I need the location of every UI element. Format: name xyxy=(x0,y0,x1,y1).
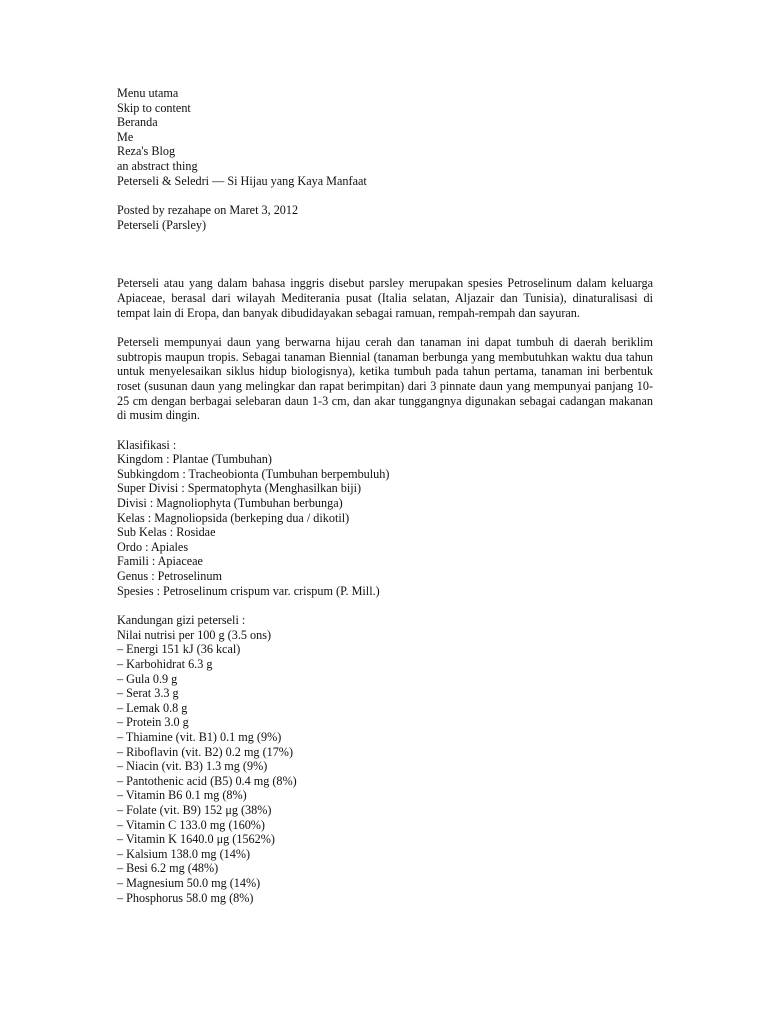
skip-to-content-link[interactable]: Skip to content xyxy=(117,100,191,115)
list-item: Ordo : Apiales xyxy=(117,539,189,554)
list-item: Sub Kelas : Rosidae xyxy=(117,525,216,540)
post-meta: Posted by rezahape on Maret 3, 2012 xyxy=(117,203,299,218)
list-item: – Vitamin C 133.0 mg (160%) xyxy=(117,817,265,832)
list-item: – Serat 3.3 g xyxy=(117,686,179,701)
list-item: Kingdom : Plantae (Tumbuhan) xyxy=(117,452,272,467)
spacer xyxy=(117,598,653,613)
list-item: Super Divisi : Spermatophyta (Menghasilkan biji) xyxy=(117,481,362,496)
nav-item-beranda[interactable]: Beranda xyxy=(117,115,158,130)
list-item: – Karbohidrat 6.3 g xyxy=(117,657,213,671)
list-item: – Vitamin K 1640.0 μg (1562%) xyxy=(117,832,275,847)
site-title[interactable]: Reza's Blog xyxy=(117,144,176,159)
list-item: – Protein 3.0 g xyxy=(117,715,189,730)
klasifikasi-list xyxy=(117,452,653,598)
post-subtitle: Peterseli (Parsley) xyxy=(117,217,207,232)
list-item: Subkingdom : Tracheobionta (Tumbuhan berpembuluh) xyxy=(117,466,390,481)
list-item: – Lemak 0.8 g xyxy=(117,700,188,715)
nav-item-me[interactable]: Me xyxy=(117,129,134,144)
list-item: – Pantothenic acid (B5) 0.4 mg (8%) xyxy=(117,773,297,788)
list-item: Kelas : Magnoliopsida (berkeping dua / dikotil) xyxy=(117,510,350,525)
list-item: – Niacin (vit. B3) 1.3 mg (9%) xyxy=(117,759,268,774)
spacer xyxy=(117,423,653,438)
list-item: – Vitamin B6 0.1 mg (8%) xyxy=(117,788,247,803)
list-item: – Energi 151 kJ (36 kcal) xyxy=(117,642,241,657)
list-item: Divisi : Magnoliophyta (Tumbuhan berbunga) xyxy=(117,496,343,511)
list-item: – Riboflavin (vit. B2) 0.2 mg (17%) xyxy=(117,744,294,759)
klasifikasi-heading: Klasifikasi : xyxy=(117,437,177,452)
spacer xyxy=(117,188,653,203)
spacer xyxy=(117,232,653,276)
list-item: – Folate (vit. B9) 152 μg (38%) xyxy=(117,802,272,817)
document-page xyxy=(117,86,653,905)
list-item: – Gula 0.9 g xyxy=(117,671,178,686)
list-item: – Kalsium 138.0 mg (14%) xyxy=(117,846,251,861)
paragraph-intro: Peterseli atau yang dalam bahasa inggris disebut parsley merupakan spesies Petroselinum dalam keluarga Apiaceae, berasal dari wilayah Mediterania pusat (Italia selatan, Aljazair dan Tunisia), dinaturalisasi di tempat lain di Eropa, dan banyak dibudidayakan sebagai ramuan, rempah-rempah dan sayuran. xyxy=(117,276,653,320)
gizi-heading: Kandungan gizi peterseli : xyxy=(117,613,246,628)
site-tagline: an abstract thing xyxy=(117,158,198,173)
list-item: Genus : Petroselinum xyxy=(117,569,222,584)
paragraph-description: Peterseli mempunyai daun yang berwarna hijau cerah dan tanaman ini dapat tumbuh di daerah beriklim subtropis maupun tropis. Sebagai tanaman Biennial (tanaman berbunga yang membutuhkan waktu dua tahun untuk menyelesaikan siklus hidup biologisnya), ketika tumbuh pada tahun pertama, tanaman ini berbentuk roset (susunan daun yang melingkar dan rapat berimpitan) dari 3 pinnate daun yang mempunyai panjang 10-25 cm dengan berbagai selebaran daun 1-3 cm, dan akar tunggangnya digunakan sebagai cadangan makanan di musim dingin. xyxy=(117,335,653,423)
gizi-list xyxy=(117,642,653,905)
list-item: – Besi 6.2 mg (48%) xyxy=(117,861,219,876)
list-item: – Thiamine (vit. B1) 0.1 mg (9%) xyxy=(117,729,282,744)
post-title: Peterseli & Seledri — Si Hijau yang Kaya Manfaat xyxy=(117,173,367,188)
list-item: Famili : Apiaceae xyxy=(117,554,203,569)
list-item: – Magnesium 50.0 mg (14%) xyxy=(117,875,261,890)
list-item: Spesies : Petroselinum crispum var. crispum (P. Mill.) xyxy=(117,583,380,598)
menu-utama-link[interactable]: Menu utama xyxy=(117,86,179,100)
list-item: – Phosphorus 58.0 mg (8%) xyxy=(117,890,254,905)
spacer xyxy=(117,320,653,335)
gizi-subheading: Nilai nutrisi per 100 g (3.5 ons) xyxy=(117,627,272,642)
